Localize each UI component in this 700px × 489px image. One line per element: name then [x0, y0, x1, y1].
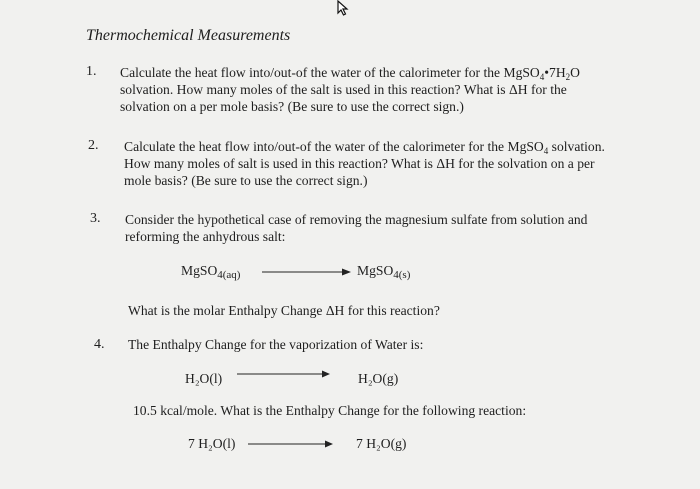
equation-1-reactant: MgSO$_{4(aq)}$	[181, 263, 241, 281]
mouse-pointer-icon	[336, 0, 352, 16]
question-3-line-2: reforming the anhydrous salt:	[125, 229, 286, 244]
question-4-line-2: 10.5 kcal/mole. What is the Enthalpy Change for the following reaction:	[133, 403, 527, 418]
question-2-line-3: mole basis? (Be sure to use the correct sign.)	[124, 173, 368, 188]
question-3-text	[125, 211, 587, 245]
question-2-text	[124, 138, 605, 189]
question-1-line-1: Calculate the heat flow into/out-of the water of the calorimeter for the $MgSO_4•7H_2O$	[120, 65, 580, 82]
question-2-line-1: Calculate the heat flow into/out-of the water of the calorimeter for the MgSO$_4$ solvation.	[124, 139, 605, 156]
question-1-text	[120, 64, 580, 115]
question-4-number: 4.	[94, 337, 105, 352]
page-title: Thermochemical Measurements	[86, 27, 291, 44]
question-1-line-2: solvation. How many moles of the salt is used in this reaction? What is ΔH for the	[120, 82, 567, 97]
equation-1-product: MgSO$_{4(s)}$	[357, 263, 411, 281]
question-3-prompt: What is the molar Enthalpy Change ΔH for this reaction?	[128, 303, 440, 318]
question-3-line-1: Consider the hypothetical case of removing the magnesium sulfate from solution and	[125, 212, 588, 227]
question-1-number: 1.	[86, 64, 97, 79]
reaction-arrow-icon	[237, 368, 331, 380]
equation-3-product: 7 H₂O(g)	[356, 436, 407, 451]
question-2-number: 2.	[88, 138, 99, 153]
question-4-line-1: The Enthalpy Change for the vaporization of Water is:	[128, 337, 424, 352]
reaction-arrow-icon	[262, 266, 352, 278]
question-1-line-3: solvation on a per mole basis? (Be sure to use the correct sign.)	[120, 99, 464, 114]
equation-3-reactant: 7 H₂O(l)	[188, 436, 236, 451]
equation-2-product: H₂O(g)	[358, 371, 399, 386]
reaction-arrow-icon	[248, 438, 334, 450]
question-3-number: 3.	[90, 211, 101, 226]
equation-2-reactant: H₂O(l)	[185, 371, 223, 386]
question-2-line-2: How many moles of salt is used in this reaction? What is ΔH for the solvation on a per	[124, 156, 595, 171]
